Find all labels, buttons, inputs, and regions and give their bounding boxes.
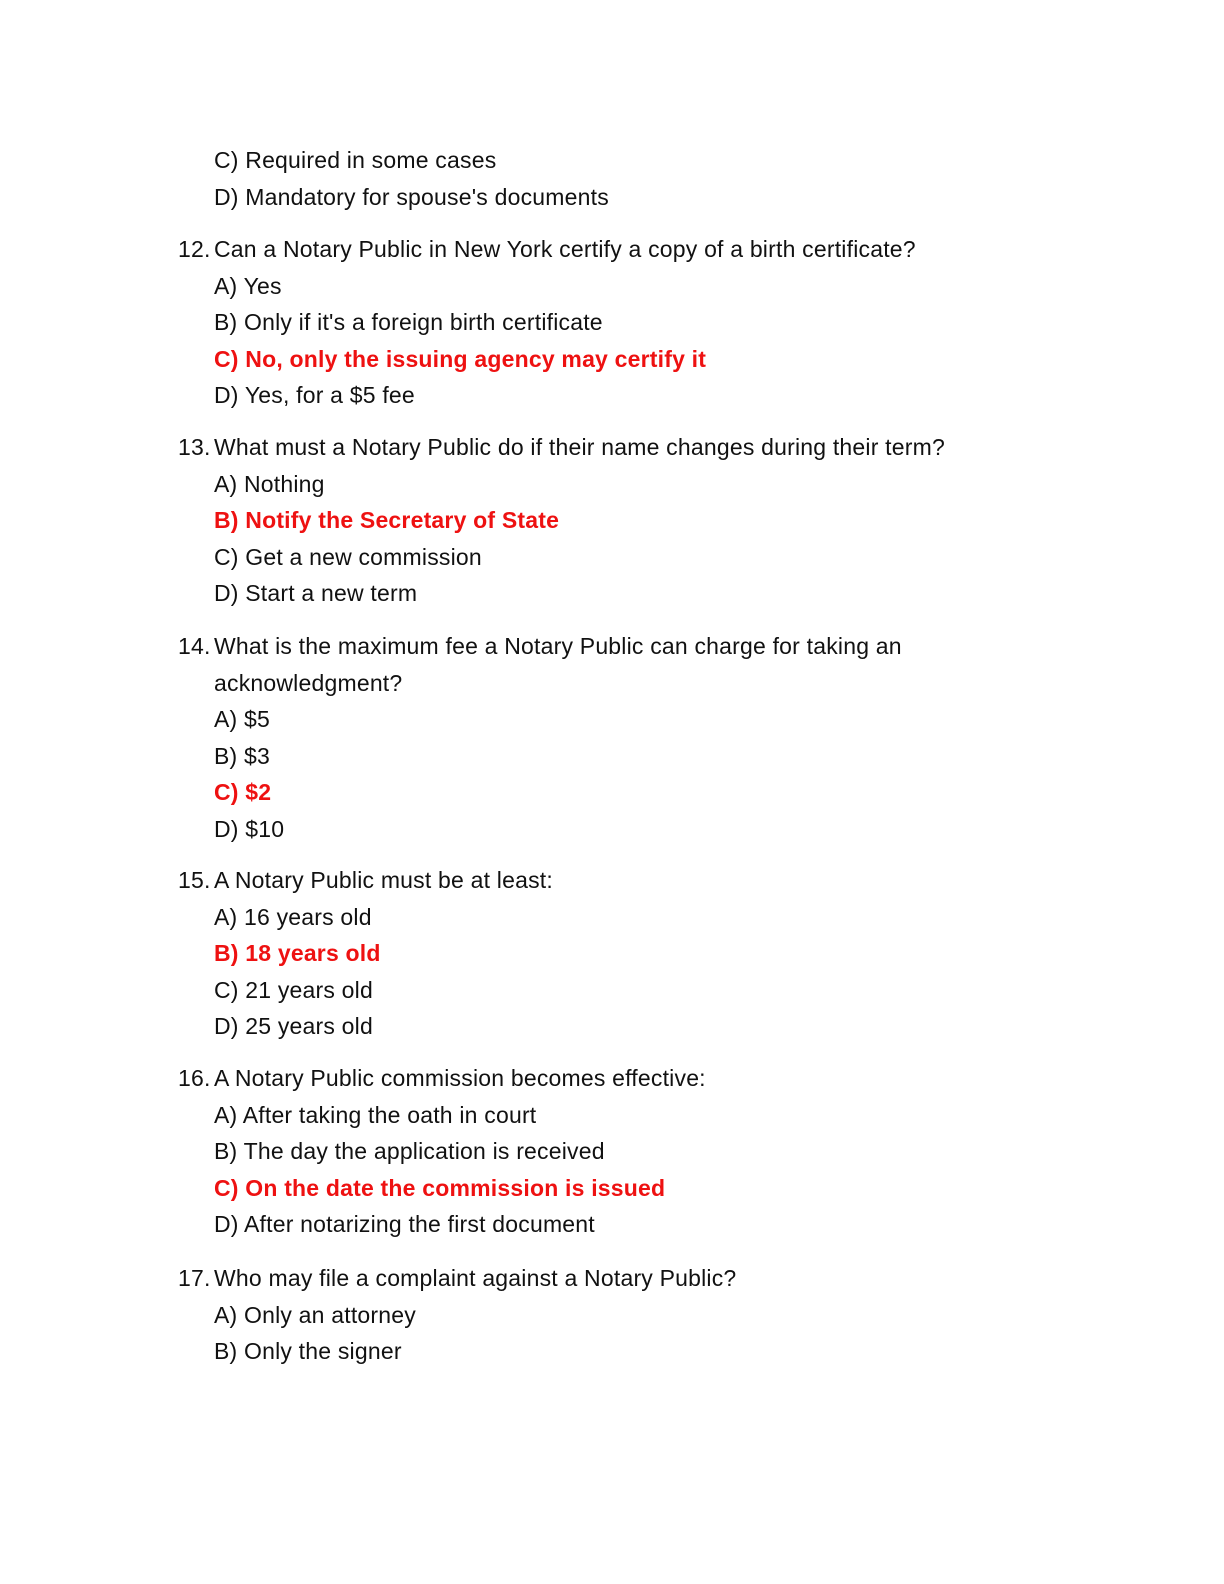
option-b-correct-answer: B) Notify the Secretary of State [214, 507, 560, 534]
question-15-stem [0, 862, 1224, 899]
question-text: What must a Notary Public do if their name changes during their term? [214, 434, 945, 460]
question-number: 12. [178, 236, 211, 262]
option-a: A) Only an attorney [214, 1301, 416, 1328]
option-c-correct-answer: C) No, only the issuing agency may certify it [214, 345, 707, 372]
option-c-correct-answer: C) On the date the commission is issued [214, 1174, 666, 1201]
question-16-stem [0, 1060, 1224, 1097]
question-number: 16. [178, 1065, 211, 1091]
option-b: B) The day the application is received [214, 1138, 605, 1165]
option-a: A) Yes [214, 272, 282, 299]
option-c: C) Get a new commission [214, 543, 482, 570]
question-12 [0, 231, 1224, 414]
question-number: 17. [178, 1265, 211, 1291]
question-text: Who may file a complaint against a Notary Public? [214, 1265, 737, 1291]
option-b: B) $3 [214, 742, 270, 769]
question-text: What is the maximum fee a Notary Public can charge for taking an acknowledgment? [214, 633, 902, 696]
continued-options [0, 142, 1224, 215]
option-d: D) After notarizing the first document [214, 1211, 595, 1238]
question-14 [0, 628, 1224, 848]
option-c-correct-answer: C) $2 [214, 779, 272, 806]
option-b: B) Only if it's a foreign birth certificate [214, 309, 603, 336]
question-17 [0, 1260, 1224, 1370]
option-d: D) $10 [214, 815, 285, 842]
option-a: A) Nothing [214, 470, 325, 497]
option-a: A) $5 [214, 706, 270, 733]
question-text: A Notary Public commission becomes effective: [214, 1065, 706, 1091]
question-16 [0, 1060, 1224, 1243]
option-c: C) 21 years old [214, 976, 373, 1003]
option-d: D) 25 years old [214, 1013, 373, 1040]
question-number: 15. [178, 867, 211, 893]
option-a: A) 16 years old [214, 903, 372, 930]
option-d: D) Yes, for a $5 fee [214, 382, 415, 409]
question-12-stem [0, 231, 1224, 268]
question-17-stem [0, 1260, 1224, 1297]
question-13 [0, 429, 1224, 612]
question-number: 14. [178, 633, 211, 659]
question-number: 13. [178, 434, 211, 460]
question-text: Can a Notary Public in New York certify a copy of a birth certificate? [214, 236, 916, 262]
option-c: C) Required in some cases [214, 147, 497, 173]
question-14-stem [0, 628, 994, 701]
question-13-stem [0, 429, 1224, 466]
option-b-correct-answer: B) 18 years old [214, 940, 381, 967]
option-a: A) After taking the oath in court [214, 1101, 537, 1128]
question-text: A Notary Public must be at least: [214, 867, 553, 893]
option-b: B) Only the signer [214, 1338, 402, 1365]
question-15 [0, 862, 1224, 1045]
option-d: D) Mandatory for spouse's documents [214, 183, 609, 210]
option-d: D) Start a new term [214, 580, 418, 607]
